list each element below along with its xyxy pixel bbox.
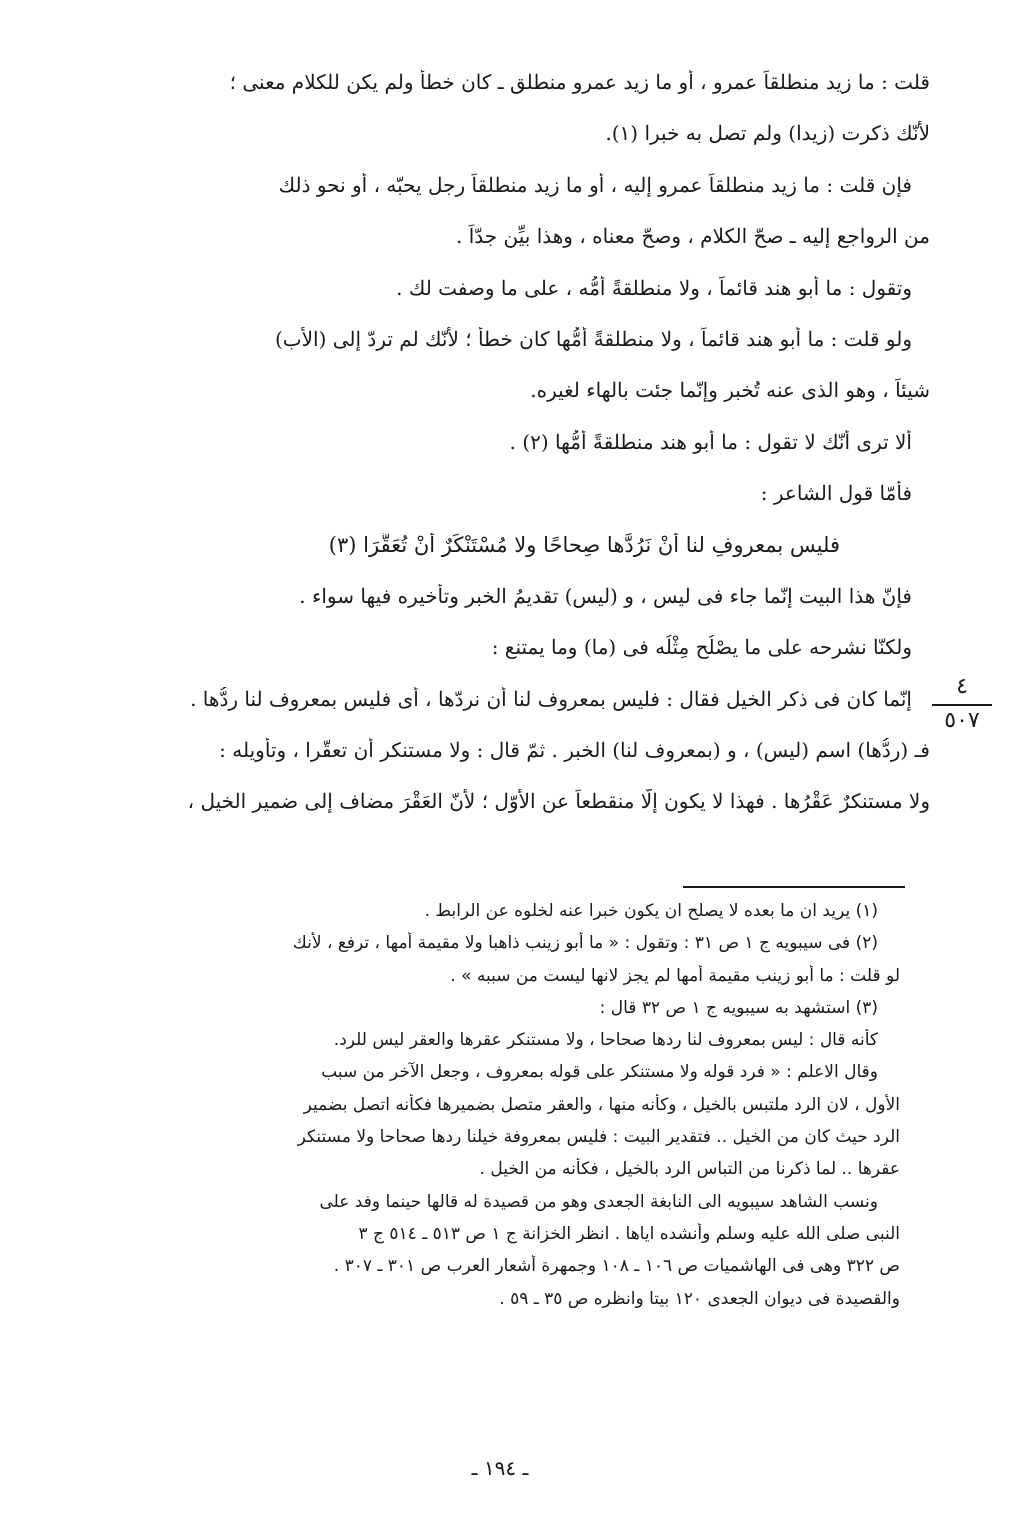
footnote-line-10: ونسب الشاهد سيبويه الى النابغة الجعدى وهو من قصيدة له قالها حينما وفد على <box>319 1191 878 1212</box>
footnote-line-13: والقصيدة فى ديوان الجعدى ١٢٠ بيتا وانظره ص ٣٥ ـ ٥٩ . <box>499 1288 900 1309</box>
main-line-14: فـ (ردُّها) اسم (ليس) ، و (بمعروف لنا) الخبر . ثمّ قال : ولا مستنكر أن تعقّرا ، وتأويله : <box>219 738 930 763</box>
main-line-5: وتقول : ما أبو هند قائماً ، ولا منطلقةً أمُّه ، على ما وصفت لك . <box>396 275 912 300</box>
footnote-line-1: (١) يريد ان ما بعده لا يصلح ان يكون خبرا عنه لخلوه عن الرابط . <box>424 901 878 921</box>
page-number: ـ ١٩٤ ـ <box>471 1456 529 1480</box>
margin-page-number: ٥٠٧ <box>944 708 980 733</box>
main-line-6: ولو قلت : ما أبو هند قائماً ، ولا منطلقةً أمُّها كان خطأً ؛ لأنّك لم تردّ إلى (الأب) <box>275 326 912 351</box>
footnote-line-9: عقرها .. لما ذكرنا من التباس الرد بالخيل ، فكأنه من الخيل . <box>479 1159 900 1180</box>
footnote-line-8: الرد حيث كان من الخيل .. فتقدير البيت : فليس بمعروفة خيلنا ردها صحاحا ولا مستنكر <box>297 1127 900 1148</box>
footnote-line-5: كأنه قال : ليس بمعروف لنا ردها صحاحا ، ولا مستنكر عقرها والعقر ليس للرد. <box>333 1030 878 1051</box>
main-line-1: قلت : ما زيد منطلقاً عمرو ، أو ما زيد عمرو منطلق ـ كان خطأً ولم يكن للكلام معنى ؛ <box>229 70 930 94</box>
main-line-8: ألا ترى أنّك لا تقول : ما أبو هند منطلقةً أمُّها (٢) . <box>509 429 912 454</box>
main-line-9: فأمّا قول الشاعر : <box>760 481 912 506</box>
main-line-2: لأنّك ذكرت (زيدا) ولم تصل به خبرا (١). <box>605 121 930 146</box>
margin-page-reference <box>932 672 992 736</box>
main-line-12: ولكنّا نشرحه على ما يصْلُح مِثْلُه فى (ما) وما يمتنع : <box>491 635 912 660</box>
main-line-11: فإنّ هذا البيت إنّما جاء فى ليس ، و (ليس) تقديمُ الخبر وتأخيره فيها سواء . <box>299 583 912 608</box>
footnote-divider <box>683 886 905 888</box>
footnote-line-6: وقال الاعلم : « فرد قوله ولا مستنكر على قوله بمعروف ، وجعل الآخر من سبب <box>321 1062 878 1083</box>
footnote-line-12: ص ٣٢٢ وهى فى الهاشميات ص ١٠٦ ـ ١٠٨ وجمهرة أشعار العرب ص ٣٠١ ـ ٣٠٧ . <box>333 1256 900 1277</box>
main-line-13: إنّما كان فى ذكر الخيل فقال : فليس بمعروف لنا أن نردّها ، أى فليس بمعروف لنا ردُّها . <box>190 686 912 711</box>
footnote-line-2: (٢) فى سيبويه ج ١ ص ٣١ : وتقول : « ما أبو زينب ذاهبا ولا مقيمة أمها ، ترفع ، لأنك <box>292 933 878 954</box>
footnote-line-11: النبى صلى الله عليه وسلم وأنشده اياها . انظر الخزانة ج ١ ص ٥١٣ ـ ٥١٤ ج ٣ <box>358 1223 900 1244</box>
margin-volume-number: ٤ <box>932 672 992 706</box>
main-line-3: فإن قلت : ما زيد منطلقاً عمرو إليه ، أو ما زيد منطلقاً رجل يحبّه ، أو نحو ذلك <box>278 172 912 197</box>
footnote-line-4: (٣) استشهد به سيبويه ج ١ ص ٣٢ قال : <box>599 997 878 1018</box>
footnote-line-3: لو قلت : ما أبو زينب مقيمة أمها لم يجز لانها ليست من سببه » . <box>450 965 900 986</box>
main-text-block <box>45 70 930 841</box>
main-line-7: شيئاً ، وهو الذى عنه تُخبر وإنّما جئت بالهاء لغيره. <box>530 378 930 403</box>
footnotes-block <box>40 900 900 1320</box>
footnote-line-7: الأول ، لان الرد ملتبس بالخيل ، وكأنه منها ، والعقر متصل بضميرها فكأنه اتصل بضمير <box>303 1094 900 1115</box>
verse-line: فليس بمعروفٍ لنا أنْ نَرُدَّها صِحاحًا ولا مُسْتَنْكَرٌ أنْ تُعَقَّرَا (٣) <box>328 532 840 557</box>
main-line-4: من الرواجع إليه ـ صحّ الكلام ، وصحّ معناه ، وهذا بيِّن جدّاً . <box>456 224 930 249</box>
main-line-15: ولا مستنكرٌ عَقْرُها . فهذا لا يكون إلّا منقطعاً عن الأوّل ؛ لأنّ العَقْرَ مضاف إلى ضمير الخيل ، <box>187 789 930 814</box>
